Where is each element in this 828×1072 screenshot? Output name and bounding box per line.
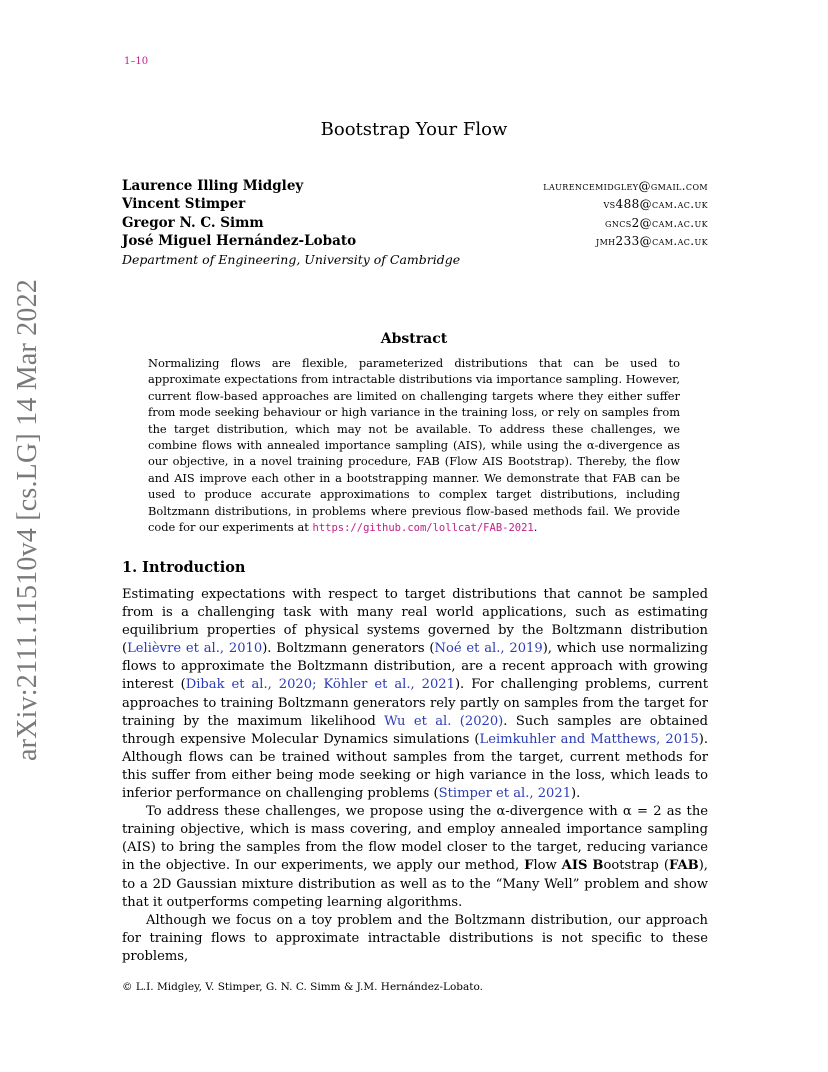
text: ). For challenging problems, current approaches to training Boltzmann generators rely partly on samples from the target for training by the maximum likelihood [122, 677, 708, 729]
section-heading: 1. Introduction [122, 559, 246, 576]
page-number: 1–10 [124, 56, 149, 67]
author-block [122, 177, 708, 269]
text: ). Boltzmann generators ( [262, 641, 435, 657]
abstract-text [148, 355, 680, 536]
author-email[interactable]: jmh233@cam.ac.uk [595, 234, 708, 249]
abstract-end: . [533, 520, 538, 535]
bold-text: FAB [668, 858, 699, 874]
abstract-heading: Abstract [380, 331, 448, 347]
paragraph [122, 586, 708, 803]
text: ). Although flows can be trained without samples from the target, current methods for this suffer from either being mode seeking or high variance in the loss, which leads to inferior performance on challenging problems ( [122, 731, 708, 802]
author-row [122, 177, 708, 195]
author-name: José Miguel Hernández-Lobato [122, 233, 357, 250]
author-row [122, 195, 708, 213]
bold-text: AIS [561, 858, 588, 874]
citation-link[interactable]: Wu et al. (2020) [384, 713, 504, 729]
citation-link[interactable]: Leimkuhler and Matthews, 2015 [479, 731, 699, 747]
citation-link[interactable]: Noé et al., 2019 [434, 641, 543, 657]
copyright-footer: © L.I. Midgley, V. Stimper, G. N. C. Simm & J.M. Hernández-Lobato. [122, 981, 483, 993]
text: ), which use normalizing flows to approximate the Boltzmann distribution, are a recent approach with growing interest ( [122, 641, 708, 693]
author-email[interactable]: vs488@cam.ac.uk [603, 197, 708, 212]
abstract-body: Normalizing flows are flexible, parameterized distributions that can be used to approximate expectations from intractable distributions via importance sampling. However, current flow-based approaches are limited on challenging targets where they either suffer from mode seeking behaviour or high variance in the training loss, or rely on samples from the target distribution, which may not be available. To address these challenges, we combine flows with annealed importance sampling (AIS), while using the α-divergence as our objective, in a novel training procedure, FAB (Flow AIS Bootstrap). Thereby, the flow and AIS improve each other in a bootstrapping manner. We demonstrate that FAB can be used to produce accurate approximations to complex target distributions, including Boltzmann distributions, in problems where previous flow-based methods fail. We provide code for our experiments at [148, 356, 680, 535]
author-name: Vincent Stimper [122, 196, 246, 213]
citation-link[interactable]: Stimper et al., 2021 [438, 786, 572, 802]
citation-link[interactable]: Dibak et al., 2020; Köhler et al., 2021 [185, 677, 455, 693]
citation-link[interactable]: Lelièvre et al., 2010 [127, 641, 263, 657]
text: ootstrap ( [603, 858, 669, 874]
author-row [122, 232, 708, 250]
author-email[interactable]: gncs2@cam.ac.uk [605, 215, 708, 230]
arxiv-stamp-text: arXiv:2111.11510v4 [cs.LG] 14 Mar 2022 [12, 279, 43, 761]
text: low [533, 858, 562, 874]
arxiv-stamp [8, 279, 48, 761]
text: ), to a 2D Gaussian mixture distribution as well as to the “Many Well” problem and show that it outperforms competing learning algorithms. [122, 858, 708, 910]
author-name: Laurence Illing Midgley [122, 178, 304, 194]
affiliation: Department of Engineering, University of Cambridge [122, 251, 461, 267]
author-name: Gregor N. C. Simm [122, 214, 264, 231]
bold-text: F [524, 858, 534, 874]
section-body [122, 586, 708, 966]
code-link[interactable]: https://github.com/lollcat/FAB-2021 [312, 522, 534, 535]
bold-text: B [592, 858, 604, 874]
text: To address these challenges, we propose using the α-divergence with α = 2 as the training objective, which is mass covering, and employ annealed importance sampling (AIS) to bring the samples from the flow model closer to the target, reducing variance in the objective. In our experiments, we apply our method, [122, 804, 708, 874]
paragraph: Although we focus on a toy problem and the Boltzmann distribution, our approach for training flows to approximate intractable distributions is not specific to these problems, [122, 912, 708, 964]
author-row [122, 214, 708, 232]
author-email[interactable]: laurencemidgley@gmail.com [543, 179, 708, 193]
text: Estimating expectations with respect to target distributions that cannot be sampled from is a challenging task with many real world applications, such as estimating equilibrium properties of physical systems governed by the Boltzmann distribution ( [122, 587, 708, 657]
paper-title: Bootstrap Your Flow [320, 119, 508, 140]
text: . Such samples are obtained through expensive Molecular Dynamics simulations ( [122, 713, 708, 747]
text: ). [571, 786, 581, 802]
paragraph [122, 803, 708, 912]
